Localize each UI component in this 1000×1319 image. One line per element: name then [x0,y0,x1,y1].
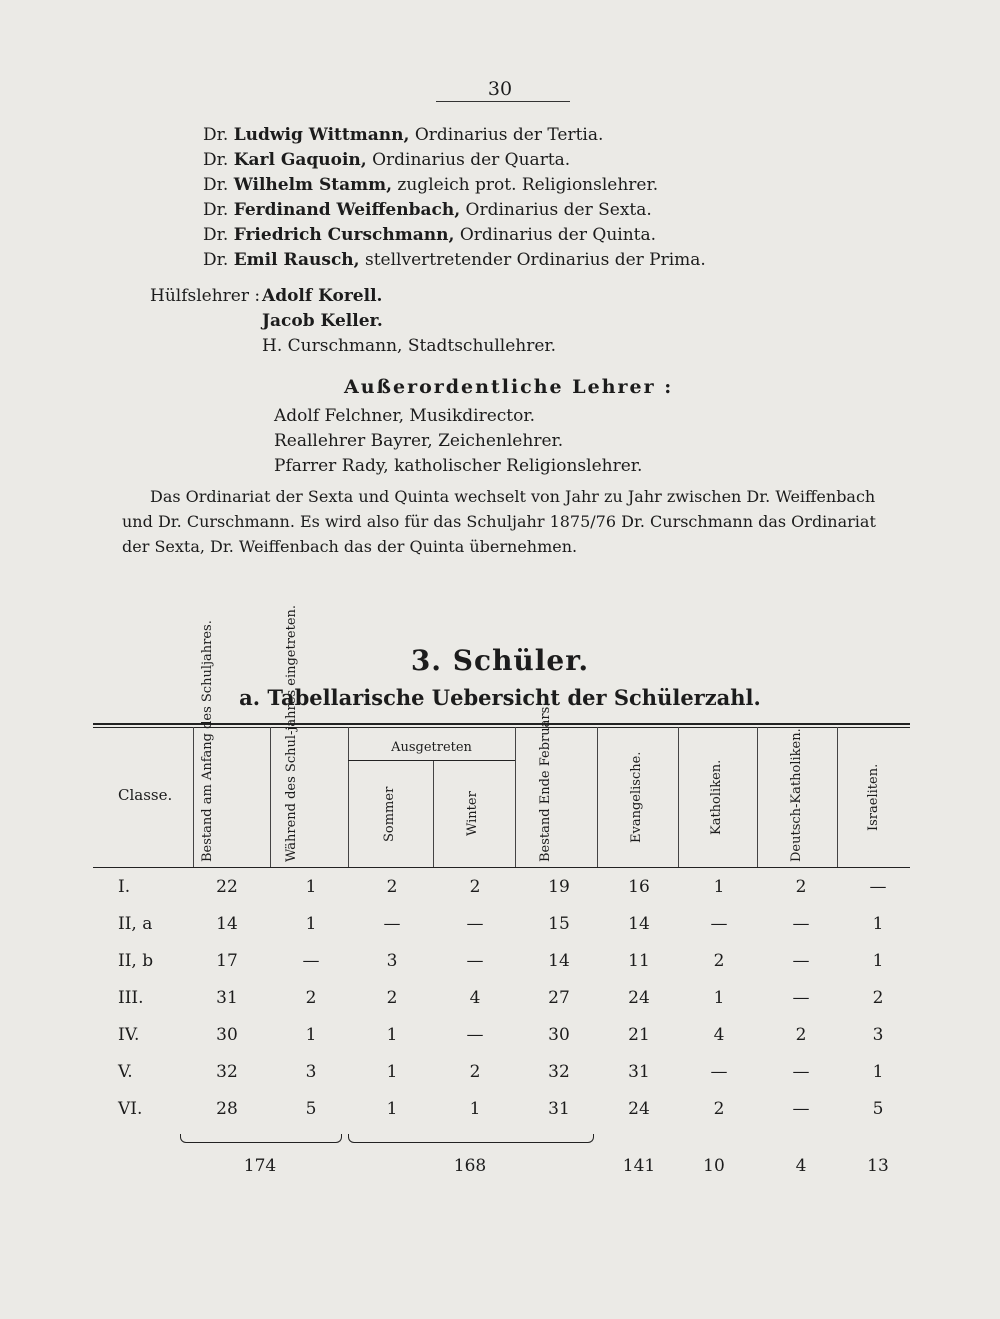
cell-sommer: 1 [386,1062,398,1082]
header-waehrend: Während des Schul-jahres eingetreten. [284,604,299,862]
cell-ende: 27 [548,988,570,1008]
header-evang: Evangelische. [629,751,644,843]
row-class: VI. [118,1099,143,1119]
teacher-line [203,224,656,246]
cell-waehrend: 1 [305,914,317,934]
column-divider [515,727,516,867]
header-ende: Bestand Ende Februars. [538,702,553,862]
paragraph-line: der Sexta, Dr. Weiffenbach das der Quinta übernehmen. [122,537,578,556]
teacher-line [203,149,570,171]
teacher-name: Friedrich Curschmann, [233,225,455,245]
cell-ende: 19 [548,877,570,897]
cell-winter: 2 [469,877,481,897]
extraordinary-line: Reallehrer Bayrer, Zeichenlehrer. [274,431,564,451]
cell-kath: 2 [713,1099,725,1119]
cell-evang: 16 [628,877,650,897]
total-brace-abgang [348,1134,594,1143]
cell-dk: — [792,1062,810,1082]
teacher-role: stellvertretender Ordinarius der Prima. [364,250,706,270]
table-top-rule [93,723,910,725]
cell-waehrend: 2 [305,988,317,1008]
row-class: III. [118,988,144,1008]
total-abgang: 168 [453,1156,487,1176]
cell-ende: 30 [548,1025,570,1045]
cell-sommer: — [383,914,401,934]
cell-kath: — [710,914,728,934]
section-subtitle: a. Tabellarische Uebersicht der Schülerzahl. [239,685,761,710]
teacher-line [203,199,652,221]
cell-ende: 14 [548,951,570,971]
teacher-name: Emil Rausch, [233,250,360,270]
cell-anfang: 31 [216,988,238,1008]
extraordinary-line: Adolf Felchner, Musikdirector. [274,406,536,426]
cell-evang: 24 [628,1099,650,1119]
cell-dk: — [792,951,810,971]
cell-isr: 1 [872,1062,884,1082]
teacher-line [203,249,706,271]
column-divider [193,727,194,867]
table-top-rule-inner [93,727,910,728]
row-class: II, a [118,914,153,934]
cell-kath: 2 [713,951,725,971]
cell-waehrend: — [302,951,320,971]
cell-dk: 2 [795,1025,807,1045]
column-divider [757,727,758,867]
row-class: V. [118,1062,133,1082]
teacher-name: Karl Gaquoin, [233,150,367,170]
cell-isr: 2 [872,988,884,1008]
section-title: 3. Schüler. [410,644,590,677]
column-divider [270,727,271,867]
teacher-name: Ferdinand Weiffenbach, [233,200,461,220]
cell-evang: 24 [628,988,650,1008]
page-number-rule [436,101,570,102]
cell-sommer: 1 [386,1025,398,1045]
teacher-role: Ordinarius der Tertia. [414,125,604,145]
paragraph-line: und Dr. Curschmann. Es wird also für das Schuljahr 1875/76 Dr. Curschmann das Ordinariat [122,512,876,531]
cell-waehrend: 1 [305,877,317,897]
assistant-name: H. Curschmann, Stadtschullehrer. [262,336,557,356]
header-ausgetreten: Ausgetreten [391,740,472,755]
paragraph-line: Das Ordinariat der Sexta und Quinta wechselt von Jahr zu Jahr zwischen Dr. Weiffenbach [150,487,876,506]
header-sommer: Sommer [382,786,397,842]
total-evang: 141 [622,1156,656,1176]
header-kath: Katholiken. [709,759,724,835]
cell-winter: — [466,914,484,934]
cell-anfang: 30 [216,1025,238,1045]
row-class: I. [118,877,131,897]
row-class: II, b [118,951,154,971]
table-header-rule [93,867,910,868]
teacher-title: Dr. [203,125,229,145]
teacher-line [203,174,658,196]
assistant-name: Adolf Korell. [262,286,383,306]
cell-kath: 4 [713,1025,725,1045]
teacher-name: Wilhelm Stamm, [233,175,392,195]
page-number: 30 [487,78,513,100]
cell-dk: — [792,1099,810,1119]
teacher-role: zugleich prot. Religionslehrer. [397,175,659,195]
header-anfang: Bestand am Anfang des Schuljahres. [200,620,215,862]
total-isr: 13 [867,1156,889,1176]
cell-waehrend: 3 [305,1062,317,1082]
header-isr: Israeliten. [866,763,881,831]
cell-evang: 31 [628,1062,650,1082]
teacher-title: Dr. [203,225,229,245]
cell-winter: 1 [469,1099,481,1119]
cell-dk: — [792,914,810,934]
cell-kath: 1 [713,877,725,897]
cell-ende: 31 [548,1099,570,1119]
total-dk: 4 [795,1156,807,1176]
cell-anfang: 28 [216,1099,238,1119]
teacher-title: Dr. [203,200,229,220]
cell-isr: 5 [872,1099,884,1119]
assistants-label: Hülfslehrer : [150,286,261,306]
cell-anfang: 14 [216,914,238,934]
cell-anfang: 17 [216,951,238,971]
column-divider [837,727,838,867]
cell-ende: 32 [548,1062,570,1082]
cell-winter: 2 [469,1062,481,1082]
cell-winter: 4 [469,988,481,1008]
total-brace-zugang [180,1134,342,1143]
cell-waehrend: 5 [305,1099,317,1119]
cell-waehrend: 1 [305,1025,317,1045]
teacher-line [203,124,603,146]
cell-kath: 1 [713,988,725,1008]
extraordinary-heading: Außerordentliche Lehrer : [344,376,674,398]
ausgetreten-rule [348,760,515,761]
total-zugang: 174 [243,1156,277,1176]
column-divider [678,727,679,867]
cell-evang: 11 [628,951,650,971]
cell-sommer: 3 [386,951,398,971]
teacher-title: Dr. [203,150,229,170]
cell-anfang: 22 [216,877,238,897]
row-class: IV. [118,1025,140,1045]
cell-sommer: 2 [386,877,398,897]
cell-evang: 14 [628,914,650,934]
teacher-role: Ordinarius der Quinta. [459,225,657,245]
teacher-role: Ordinarius der Sexta. [465,200,652,220]
cell-isr: 3 [872,1025,884,1045]
cell-sommer: 1 [386,1099,398,1119]
cell-winter: — [466,1025,484,1045]
cell-ende: 15 [548,914,570,934]
cell-sommer: 2 [386,988,398,1008]
teacher-title: Dr. [203,175,229,195]
cell-dk: — [792,988,810,1008]
column-divider [597,727,598,867]
header-classe: Classe. [118,786,173,804]
cell-isr: 1 [872,951,884,971]
header-deutschkath: Deutsch-Katholiken. [789,728,804,862]
column-divider [433,760,434,867]
assistant-name: Jacob Keller. [262,311,383,331]
teacher-name: Ludwig Wittmann, [233,125,410,145]
cell-winter: — [466,951,484,971]
total-kath: 10 [703,1156,725,1176]
cell-dk: 2 [795,877,807,897]
cell-evang: 21 [628,1025,650,1045]
cell-isr: 1 [872,914,884,934]
extraordinary-line: Pfarrer Rady, katholischer Religionslehrer. [274,456,643,476]
teacher-role: Ordinarius der Quarta. [372,150,571,170]
cell-isr: — [869,877,887,897]
header-winter: Winter [465,791,480,837]
cell-kath: — [710,1062,728,1082]
cell-anfang: 32 [216,1062,238,1082]
teacher-title: Dr. [203,250,229,270]
